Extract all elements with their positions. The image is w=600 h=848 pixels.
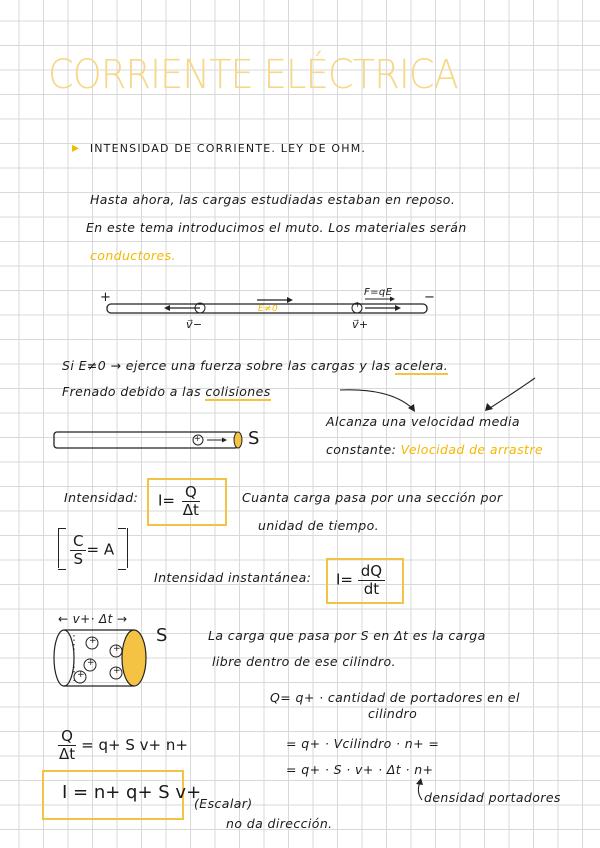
reach-line-2 — [326, 442, 543, 457]
instant-formula — [336, 563, 385, 597]
cylinder-2-desc-2: libre dentro de ese cilindro. — [212, 654, 396, 669]
instant-fraction — [358, 563, 385, 597]
instant-label: Intensidad instantánea: — [154, 570, 312, 585]
v-plus-label: v⃗+ — [352, 318, 369, 331]
unit-rhs: = A — [86, 540, 115, 559]
force-label: F=qE — [364, 287, 393, 298]
cylinder-2-charge-2: + — [113, 644, 121, 654]
cylinder-2-charge-3: + — [87, 658, 95, 668]
instant-den: dt — [363, 579, 380, 598]
reach-line-2-text: constante: — [326, 442, 401, 457]
cylinder-2-desc-1: La carga que pasa por S en Δt es la carga — [208, 628, 486, 643]
lhs-formula — [56, 728, 188, 762]
cylinder-2-length: ← v+· Δt → — [58, 612, 128, 626]
intensity-den: Δt — [182, 500, 199, 519]
lhs-fraction — [56, 728, 78, 762]
bullet-arrow-icon: ▸ — [72, 140, 80, 156]
cylinder-2-charge-1: + — [89, 636, 97, 646]
cylinder-2-label: S — [156, 625, 168, 646]
intro-line-3: conductores. — [90, 248, 176, 263]
eq-line-3: = q+ · S · v+ · Δt · n+ — [286, 762, 434, 777]
field-line-1 — [62, 358, 448, 373]
eq-line-2: = q+ · Vcilindro · n+ = — [286, 736, 440, 751]
intensity-lhs: I= — [158, 491, 175, 510]
unit-fraction — [70, 533, 86, 567]
lhs-rhs: = q+ S v+ n+ — [81, 735, 188, 754]
intensity-desc-2: unidad de tiempo. — [258, 518, 380, 533]
lhs-den: Δt — [59, 744, 76, 763]
intro-line-1: Hasta ahora, las cargas estudiadas estaban en reposo. — [90, 192, 456, 207]
instant-num: dQ — [358, 563, 385, 581]
section-heading — [72, 140, 366, 156]
field-label: E≠0 — [258, 304, 279, 314]
lhs-num: Q — [58, 728, 76, 746]
instant-lhs: I= — [336, 570, 353, 589]
page-title: CORRIENTE ELÉCTRICA — [48, 52, 458, 98]
plus-terminal: + — [100, 290, 111, 305]
field-line-2 — [62, 384, 271, 399]
intensity-label: Intensidad: — [64, 490, 139, 505]
final-formula: I = n+ q+ S v+ — [62, 782, 202, 803]
unit-bracket-right-cap — [118, 528, 126, 570]
unit-bracket-left-cap — [58, 528, 66, 570]
section-title: INTENSIDAD DE CORRIENTE. LEY DE OHM. — [89, 142, 367, 155]
intensity-formula — [158, 484, 202, 518]
reach-line-1: Alcanza una velocidad media — [326, 414, 520, 429]
intensity-desc-1: Cuanta carga pasa por una sección por — [242, 490, 503, 505]
cylinder-1-label: S — [248, 428, 260, 449]
minus-terminal: − — [424, 290, 435, 305]
colisiones-word: colisiones — [205, 384, 271, 399]
cylinder-1-charge: + — [194, 434, 201, 443]
unit-den: S — [73, 549, 83, 568]
no-direction-note: no da dirección. — [226, 816, 333, 831]
field-line-1-text: Si E≠0 → ejerce una fuerza sobre las cargas y las — [62, 358, 395, 373]
field-line-2-text: Frenado debido a las — [62, 384, 206, 399]
v-minus-label: v⃗− — [186, 318, 203, 331]
neg-charge: − — [197, 300, 204, 309]
accelera-word: acelera. — [394, 358, 449, 373]
cylinder-2-diagram — [50, 625, 160, 695]
intensity-fraction — [180, 484, 202, 518]
drift-velocity-label: Velocidad de arrastre — [400, 442, 543, 457]
q-equation-cont: cilindro — [368, 706, 418, 721]
density-label: densidad portadores — [424, 790, 561, 805]
intensity-num: Q — [182, 484, 200, 502]
q-equation: Q= q+ · cantidad de portadores en el — [270, 690, 520, 705]
cylinder-2-charge-5: + — [77, 670, 85, 680]
pos-charge: + — [354, 300, 361, 309]
unit-formula — [70, 533, 114, 567]
unit-num: C — [70, 533, 86, 551]
scalar-note: (Escalar) — [194, 796, 253, 811]
cylinder-1-diagram — [50, 428, 250, 454]
cylinder-2-charge-4: + — [113, 666, 121, 676]
intro-line-2: En este tema introducimos el muto. Los materiales serán — [86, 220, 467, 235]
